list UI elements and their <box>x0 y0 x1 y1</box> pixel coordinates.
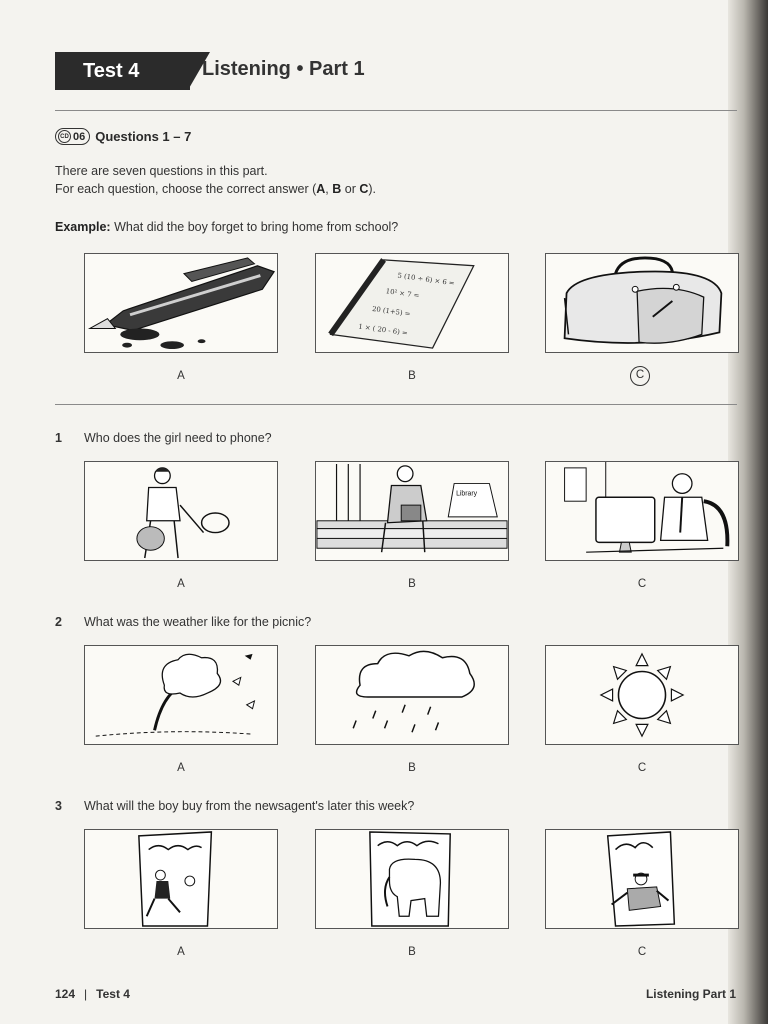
cd-track-badge <box>55 128 90 145</box>
q2-label-c: C <box>637 762 647 774</box>
question-1-text: Who does the girl need to phone? <box>84 431 272 445</box>
q3-label-a: A <box>177 946 185 958</box>
footer-separator: | <box>84 987 88 1001</box>
page-header <box>55 52 735 92</box>
example-label-b: B <box>408 370 416 382</box>
example-label: Example: <box>55 220 111 234</box>
elephant-magazine-illustration <box>316 830 508 928</box>
q3-label-c: C <box>637 946 647 958</box>
q2-option-b-rainy[interactable] <box>315 645 509 745</box>
footer-test-label: Test 4 <box>96 987 130 1001</box>
q3-option-c-adventure-magazine[interactable] <box>545 829 739 929</box>
sports-bag-illustration <box>546 254 738 352</box>
instruction-suffix: ). <box>368 182 376 196</box>
math-line-1: 5 (10 ÷ 6) × 6 = <box>397 271 456 288</box>
q3-option-a-football-magazine[interactable] <box>84 829 278 929</box>
library-sign: Library <box>456 490 478 498</box>
example-option-b-homework[interactable] <box>315 253 509 353</box>
instruction-or: or <box>341 182 360 196</box>
instruction-text: For each question, choose the correct answer ( <box>55 182 317 196</box>
page-number: 124 <box>55 987 76 1001</box>
q1-option-c-office-man[interactable] <box>545 461 739 561</box>
page-title: Listening • Part 1 <box>202 58 365 80</box>
homework-sheet-illustration <box>316 254 508 352</box>
question-2-text: What was the weather like for the picnic? <box>84 615 312 629</box>
q3-label-b: B <box>408 946 416 958</box>
question-3-number: 3 <box>55 799 62 813</box>
instruction-option-b: B <box>332 182 342 196</box>
q2-option-a-windy[interactable] <box>84 645 278 745</box>
instruction-comma: , <box>325 182 333 196</box>
library-boy-illustration <box>316 462 508 560</box>
q1-option-a-tennis-girl[interactable] <box>84 461 278 561</box>
example-divider <box>55 404 737 405</box>
test-tab: Test 4 <box>55 52 190 90</box>
football-magazine-illustration <box>85 830 277 928</box>
q3-option-b-elephant-magazine[interactable] <box>315 829 509 929</box>
question-3-text: What will the boy buy from the newsagent's later this week? <box>84 799 415 813</box>
instruction-option-c: C <box>359 182 369 196</box>
instruction-option-a: A <box>316 182 326 196</box>
rain-cloud-illustration <box>316 646 508 744</box>
q1-label-c: C <box>637 578 647 590</box>
q1-label-b: B <box>408 578 416 590</box>
example-option-a-pen[interactable] <box>84 253 278 353</box>
example-option-c-sports-bag[interactable] <box>545 253 739 353</box>
pen-illustration <box>85 254 277 352</box>
tennis-girl-illustration <box>85 462 277 560</box>
q2-label-a: A <box>177 762 185 774</box>
question-1-number: 1 <box>55 431 62 445</box>
footer-page-info <box>55 987 130 1001</box>
example-question <box>55 220 398 234</box>
instruction-line-1: There are seven questions in this part. <box>55 164 268 178</box>
question-2-number: 2 <box>55 615 62 629</box>
q1-label-a: A <box>177 578 185 590</box>
q2-label-b: B <box>408 762 416 774</box>
math-line-2: 10² × 7 = <box>385 287 420 300</box>
q1-option-b-library-boy[interactable] <box>315 461 509 561</box>
footer-section-label: Listening Part 1 <box>645 987 736 1001</box>
example-question-text: What did the boy forget to bring home from school? <box>114 220 399 234</box>
sun-illustration <box>546 646 738 744</box>
example-label-a: A <box>177 370 185 382</box>
adventure-magazine-illustration <box>546 830 738 928</box>
questions-label: Questions 1 – 7 <box>95 129 192 144</box>
questions-heading <box>55 128 191 145</box>
windy-tree-illustration <box>85 646 277 744</box>
example-selected-answer: C <box>630 366 650 386</box>
instruction-line-2 <box>55 182 376 196</box>
header-divider <box>55 110 737 111</box>
math-line-4: 1 × ( 20 - 6) = <box>357 322 409 338</box>
math-line-3: 20 (1+5) = <box>371 304 411 319</box>
cd-icon: CD <box>58 130 71 143</box>
q2-option-c-sunny[interactable] <box>545 645 739 745</box>
cd-track-number: 06 <box>73 130 86 143</box>
office-man-illustration <box>546 462 738 560</box>
